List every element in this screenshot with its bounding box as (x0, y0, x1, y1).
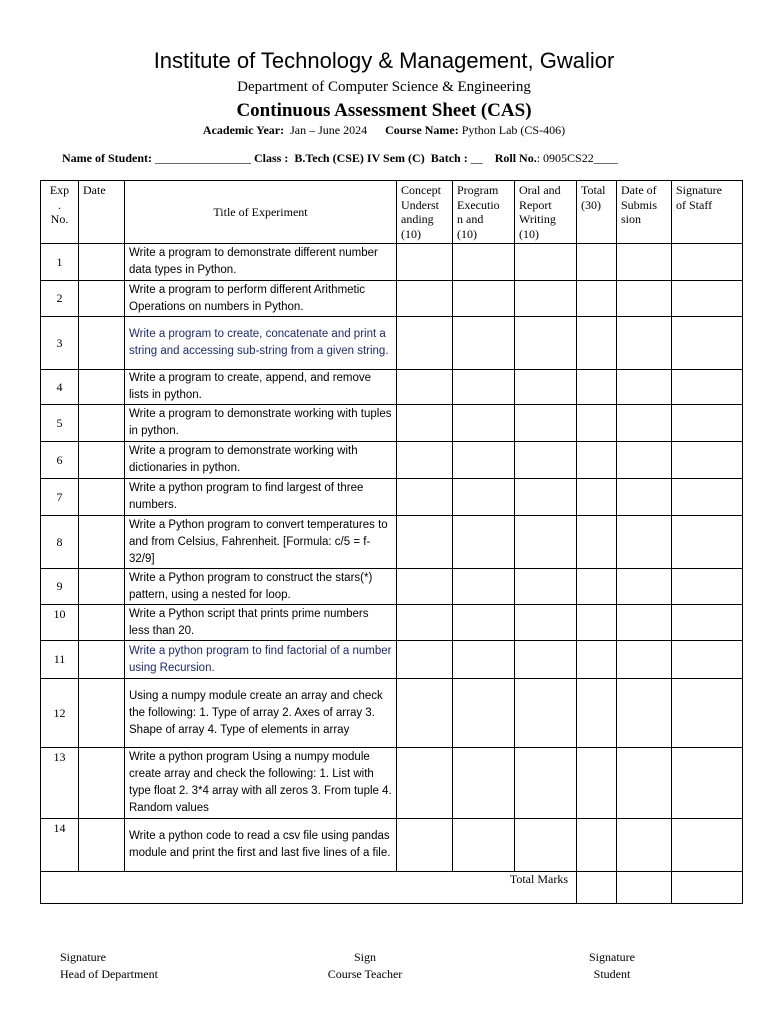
submission-date-cell[interactable] (617, 641, 672, 679)
oral-marks-cell[interactable] (515, 370, 577, 405)
class-value: B.Tech (CSE) IV Sem (C) (294, 151, 425, 165)
header-title-text: Title of Experiment (213, 204, 308, 219)
total-marks-cell[interactable] (577, 569, 617, 605)
submission-date-cell[interactable] (617, 244, 672, 281)
student-name-field[interactable]: ________________ (155, 151, 251, 165)
total-marks-cell[interactable] (577, 819, 617, 872)
submission-date-cell[interactable] (617, 516, 672, 569)
exp-no-cell: 4 (41, 370, 79, 405)
class-label: Class : (254, 151, 289, 165)
exp-no-cell: 13 (41, 748, 79, 819)
teacher-title: Course Teacher (327, 967, 403, 981)
department-name: Department of Computer Science & Engineering (237, 79, 531, 95)
program-marks-cell[interactable] (453, 244, 515, 281)
header-oral (515, 181, 577, 244)
header-date-submission-text: Date of Submis sion (621, 183, 658, 226)
experiment-title-cell: Write a program to demonstrate working with tuples in python. (125, 405, 397, 442)
date-cell[interactable] (79, 244, 125, 281)
exp-no-cell: 14 (41, 819, 79, 872)
oral-marks-cell[interactable] (515, 641, 577, 679)
batch-field[interactable]: __ (470, 151, 483, 165)
oral-marks-cell[interactable] (515, 317, 577, 370)
table-row (41, 605, 743, 641)
header-signature-text: Signature of Staff (676, 183, 722, 212)
exp-no-cell: 6 (41, 442, 79, 479)
staff-signature-cell[interactable] (672, 819, 743, 872)
table-header-row (41, 181, 743, 244)
total-marks-cell[interactable] (577, 317, 617, 370)
total-marks-cell[interactable] (577, 605, 617, 641)
hod-title: Head of Department (60, 967, 158, 981)
student-signature-block (572, 949, 652, 983)
table-row (41, 819, 743, 872)
exp-no-cell: 1 (41, 244, 79, 281)
concept-marks-cell[interactable] (397, 516, 453, 569)
total-marks-cell[interactable] (577, 442, 617, 479)
submission-date-cell[interactable] (617, 569, 672, 605)
concept-marks-cell[interactable] (397, 748, 453, 819)
submission-date-cell[interactable] (617, 405, 672, 442)
header-program-text: Program Executio n and (10) (457, 183, 500, 241)
header-program (453, 181, 515, 244)
oral-marks-cell[interactable] (515, 405, 577, 442)
course-name-value: Python Lab (CS-406) (461, 123, 566, 137)
table-row (41, 569, 743, 605)
exp-no-cell: 12 (41, 679, 79, 748)
program-marks-cell[interactable] (453, 317, 515, 370)
hod-signature-label: Signature (60, 950, 106, 964)
header-date-submission (617, 181, 672, 244)
table-row (41, 405, 743, 442)
program-marks-cell[interactable] (453, 281, 515, 317)
total-signature-cell[interactable] (672, 872, 743, 904)
oral-marks-cell[interactable] (515, 516, 577, 569)
oral-marks-cell[interactable] (515, 819, 577, 872)
date-cell[interactable] (79, 569, 125, 605)
date-cell[interactable] (79, 819, 125, 872)
total-marks-cell[interactable] (577, 479, 617, 516)
experiment-title-cell: Using a numpy module create an array and check the following: 1. Type of array 2. Axes of array 3. Shape of array 4. Type of elements in array (125, 679, 397, 748)
total-marks-cell[interactable] (577, 405, 617, 442)
grand-total-cell[interactable] (577, 872, 617, 904)
roll-no-value[interactable]: : 0905CS22____ (536, 151, 618, 165)
header-concept (397, 181, 453, 244)
student-name-label: Name of Student: (62, 151, 152, 165)
experiment-title-cell: Write a python program to find factorial of a number using Recursion. (125, 641, 397, 679)
total-marks-cell[interactable] (577, 748, 617, 819)
teacher-sign-label: Sign (353, 950, 376, 964)
total-marks-cell[interactable] (577, 516, 617, 569)
experiment-title-cell: Write a program to demonstrate working with dictionaries in python. (125, 442, 397, 479)
header-title (125, 181, 397, 244)
student-title: Student (593, 967, 631, 981)
exp-no-cell: 9 (41, 569, 79, 605)
oral-marks-cell[interactable] (515, 442, 577, 479)
staff-signature-cell[interactable] (672, 405, 743, 442)
submission-date-cell[interactable] (617, 317, 672, 370)
date-cell[interactable] (79, 748, 125, 819)
program-marks-cell[interactable] (453, 370, 515, 405)
date-cell[interactable] (79, 442, 125, 479)
exp-no-cell: 3 (41, 317, 79, 370)
program-marks-cell[interactable] (453, 516, 515, 569)
total-marks-cell[interactable] (577, 244, 617, 281)
staff-signature-cell[interactable] (672, 605, 743, 641)
hod-signature-block (60, 949, 175, 983)
academic-year-line (0, 123, 768, 138)
table-row (41, 479, 743, 516)
date-cell[interactable] (79, 641, 125, 679)
sheet-title: Continuous Assessment Sheet (CAS) (236, 100, 532, 121)
submission-date-cell[interactable] (617, 281, 672, 317)
submission-date-cell[interactable] (617, 605, 672, 641)
header-total (577, 181, 617, 244)
header-total-text: Total (30) (581, 183, 606, 212)
submission-date-cell[interactable] (617, 442, 672, 479)
staff-signature-cell[interactable] (672, 679, 743, 748)
batch-label: Batch : (430, 151, 468, 165)
table-row (41, 442, 743, 479)
assessment-table (40, 180, 743, 904)
student-signature-label: Signature (589, 950, 635, 964)
oral-marks-cell[interactable] (515, 244, 577, 281)
concept-marks-cell[interactable] (397, 679, 453, 748)
total-marks-cell[interactable] (577, 370, 617, 405)
concept-marks-cell[interactable] (397, 244, 453, 281)
program-marks-cell[interactable] (453, 569, 515, 605)
header-date-text: Date (83, 183, 106, 197)
date-cell[interactable] (79, 516, 125, 569)
submission-date-cell[interactable] (617, 370, 672, 405)
experiment-title-cell: Write a program to create, concatenate and print a string and accessing sub-string from a given string. (125, 317, 397, 370)
table-row (41, 244, 743, 281)
concept-marks-cell[interactable] (397, 442, 453, 479)
exp-no-cell: 7 (41, 479, 79, 516)
experiment-title-cell: Write a Python script that prints prime numbers less than 20. (125, 605, 397, 641)
table-row (41, 281, 743, 317)
submission-date-cell[interactable] (617, 748, 672, 819)
experiment-title-cell: Write a Python program to construct the stars(*) pattern, using a nested for loop. (125, 569, 397, 605)
header-oral-text: Oral and Report Writing (10) (519, 183, 561, 241)
table-row (41, 748, 743, 819)
concept-marks-cell[interactable] (397, 641, 453, 679)
oral-marks-cell[interactable] (515, 679, 577, 748)
staff-signature-cell[interactable] (672, 516, 743, 569)
staff-signature-cell[interactable] (672, 370, 743, 405)
program-marks-cell[interactable] (453, 679, 515, 748)
experiment-title-cell: Write a program to perform different Arithmetic Operations on numbers in Python. (125, 281, 397, 317)
submission-date-cell[interactable] (617, 479, 672, 516)
total-submission-cell[interactable] (617, 872, 672, 904)
header-date (79, 181, 125, 244)
course-name-label: Course Name: (385, 123, 459, 137)
experiment-title-cell: Write a program to create, append, and remove lists in python. (125, 370, 397, 405)
table-row (41, 370, 743, 405)
concept-marks-cell[interactable] (397, 569, 453, 605)
header-exp-no (41, 181, 79, 244)
program-marks-cell[interactable] (453, 605, 515, 641)
oral-marks-cell[interactable] (515, 281, 577, 317)
concept-marks-cell[interactable] (397, 317, 453, 370)
header-concept-text: Concept Underst anding (10) (401, 183, 441, 241)
staff-signature-cell[interactable] (672, 569, 743, 605)
date-cell[interactable] (79, 605, 125, 641)
date-cell[interactable] (79, 479, 125, 516)
exp-no-cell: 10 (41, 605, 79, 641)
date-cell[interactable] (79, 370, 125, 405)
student-info-line (62, 151, 618, 166)
table-row (41, 516, 743, 569)
staff-signature-cell[interactable] (672, 442, 743, 479)
academic-year-label: Academic Year: (202, 123, 285, 137)
staff-signature-cell[interactable] (672, 281, 743, 317)
concept-marks-cell[interactable] (397, 819, 453, 872)
date-cell[interactable] (79, 317, 125, 370)
total-marks-cell[interactable] (577, 679, 617, 748)
oral-marks-cell[interactable] (515, 479, 577, 516)
institute-name: Institute of Technology & Management, Gwalior (153, 48, 615, 73)
course-teacher-signature-block (300, 949, 430, 983)
total-marks-cell[interactable] (577, 281, 617, 317)
date-cell[interactable] (79, 281, 125, 317)
concept-marks-cell[interactable] (397, 370, 453, 405)
submission-date-cell[interactable] (617, 679, 672, 748)
exp-no-cell: 8 (41, 516, 79, 569)
experiment-title-cell: Write a program to demonstrate different number data types in Python. (125, 244, 397, 281)
staff-signature-cell[interactable] (672, 641, 743, 679)
total-marks-cell[interactable] (577, 641, 617, 679)
staff-signature-cell[interactable] (672, 244, 743, 281)
staff-signature-cell[interactable] (672, 317, 743, 370)
program-marks-cell[interactable] (453, 479, 515, 516)
oral-marks-cell[interactable] (515, 748, 577, 819)
submission-date-cell[interactable] (617, 819, 672, 872)
header-signature (672, 181, 743, 244)
table-row (41, 641, 743, 679)
exp-no-cell: 11 (41, 641, 79, 679)
oral-marks-cell[interactable] (515, 569, 577, 605)
program-marks-cell[interactable] (453, 748, 515, 819)
table-row (41, 317, 743, 370)
concept-marks-cell[interactable] (397, 479, 453, 516)
program-marks-cell[interactable] (453, 405, 515, 442)
academic-year-value: Jan – June 2024 (290, 123, 368, 137)
program-marks-cell[interactable] (453, 641, 515, 679)
concept-marks-cell[interactable] (397, 405, 453, 442)
header-exp-no-text: Exp . No. (49, 183, 70, 226)
staff-signature-cell[interactable] (672, 479, 743, 516)
date-cell[interactable] (79, 405, 125, 442)
table-row (41, 679, 743, 748)
total-marks-label: Total Marks (41, 872, 577, 904)
experiment-title-cell: Write a python code to read a csv file using pandas module and print the first and last five lines of a file. (125, 819, 397, 872)
experiment-title-cell: Write a Python program to convert temperatures to and from Celsius, Fahrenheit. [Formula: c/5 = f-32/9] (125, 516, 397, 569)
oral-marks-cell[interactable] (515, 605, 577, 641)
exp-no-cell: 5 (41, 405, 79, 442)
total-marks-row (41, 872, 743, 904)
program-marks-cell[interactable] (453, 442, 515, 479)
concept-marks-cell[interactable] (397, 605, 453, 641)
exp-no-cell: 2 (41, 281, 79, 317)
experiment-title-cell: Write a python program to find largest of three numbers. (125, 479, 397, 516)
program-marks-cell[interactable] (453, 819, 515, 872)
roll-no-label: Roll No. (494, 151, 537, 165)
concept-marks-cell[interactable] (397, 281, 453, 317)
staff-signature-cell[interactable] (672, 748, 743, 819)
experiment-title-cell: Write a python program Using a numpy module create array and check the following: 1. List with type float 2. 3*4 array with all zeros 3. From tuple 4. Random values (125, 748, 397, 819)
date-cell[interactable] (79, 679, 125, 748)
